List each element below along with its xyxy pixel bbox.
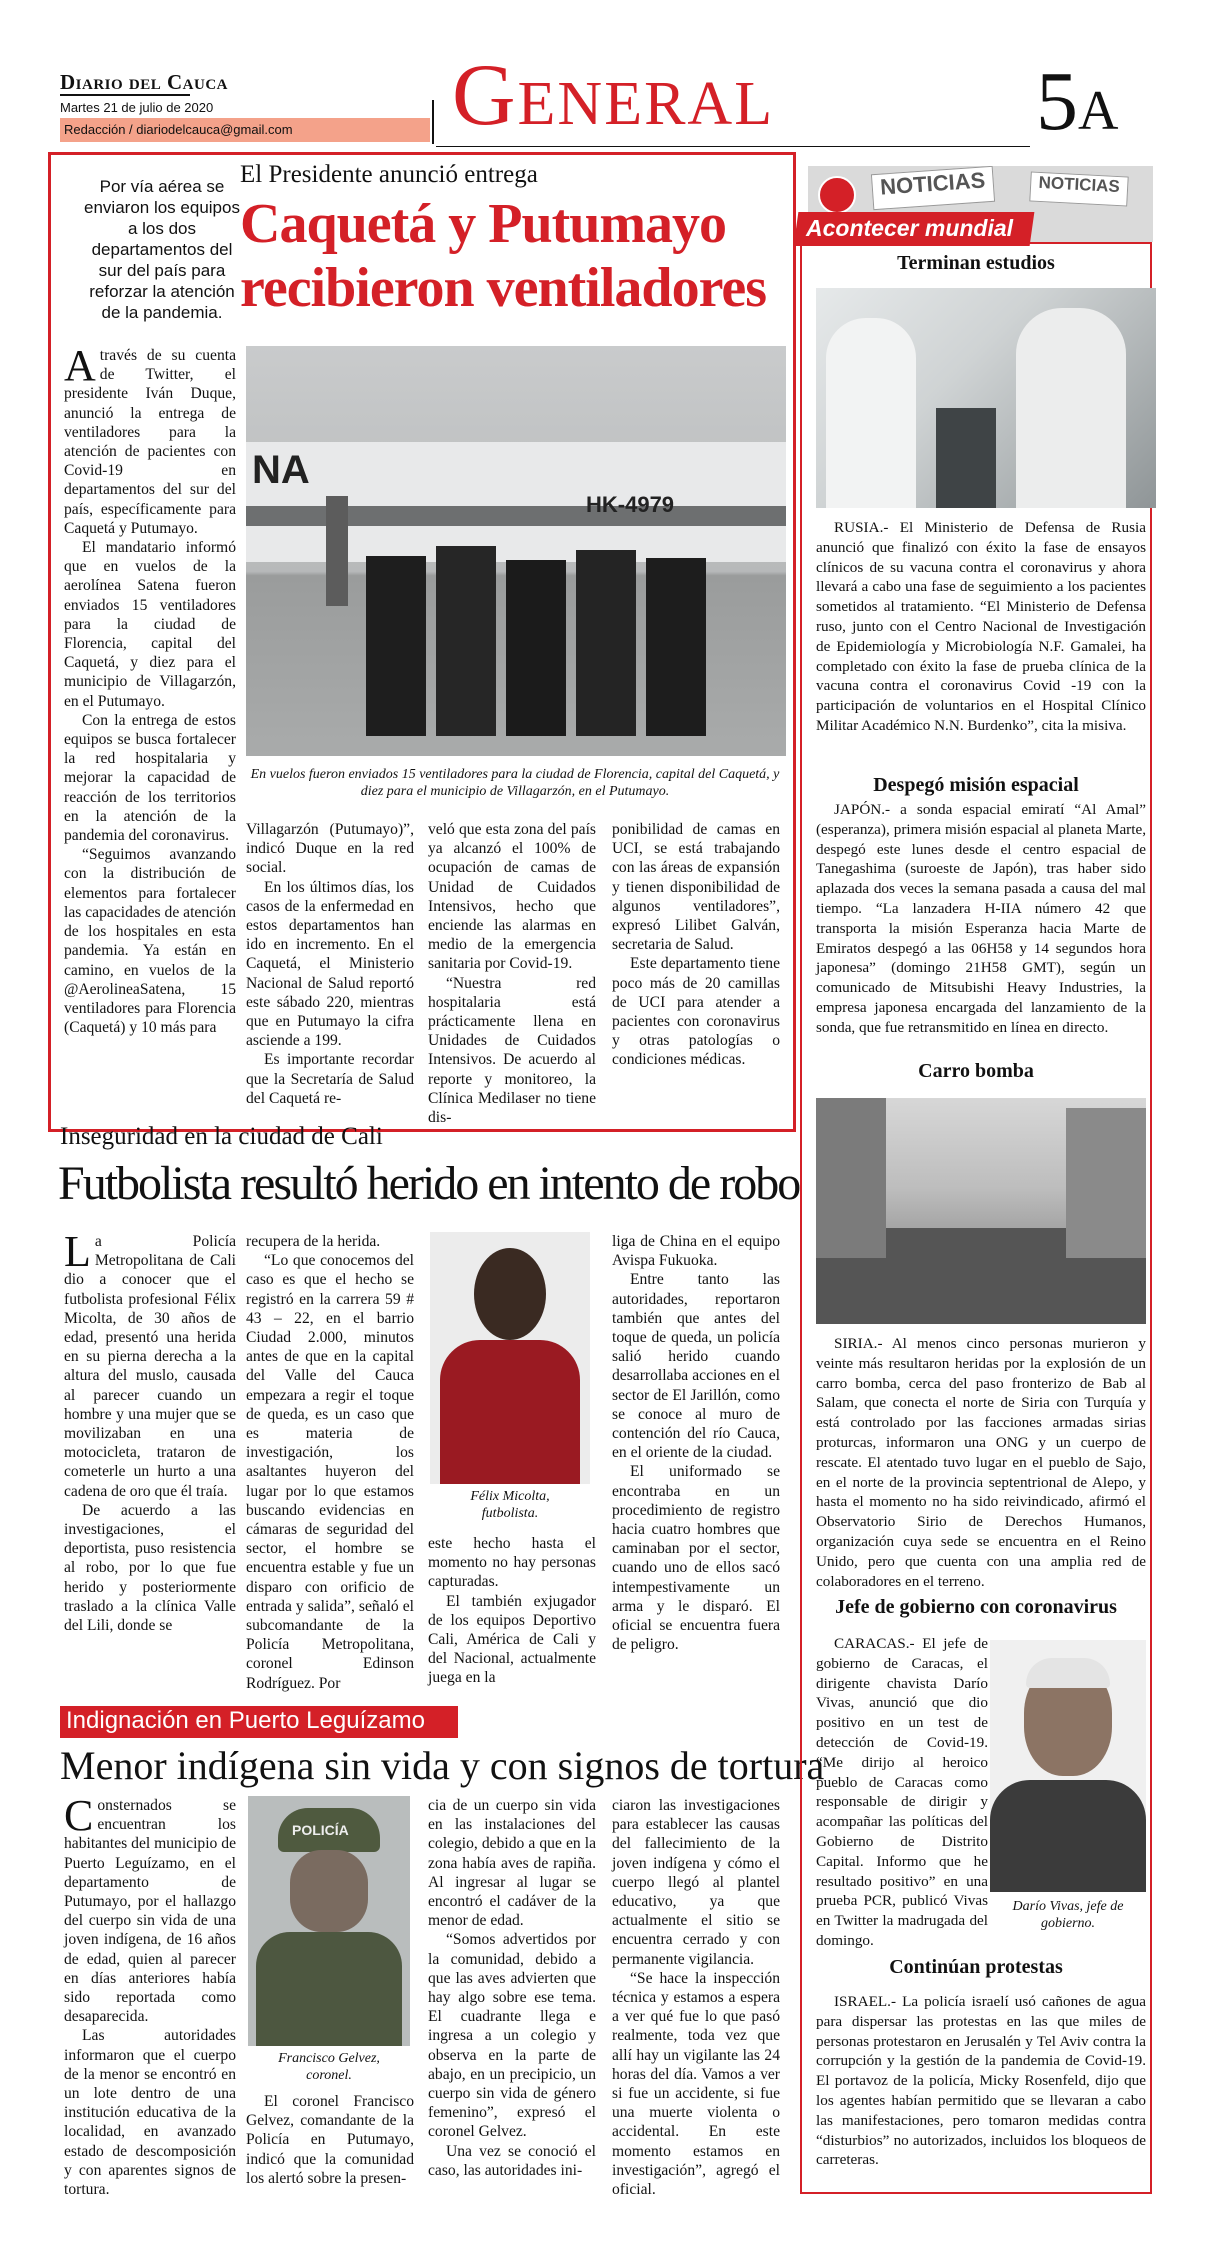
news-badge-text: NOTICIAS — [879, 167, 986, 200]
cali-col1-p1: a Policía Metropolitana de Cali dio a conocer que el futbolista profesional Félix Micolta, de 30 años de edad, presentó una herida en su pierna derecha a la altura del muslo, causada al parecer cuando un hombre y una mujer que se movilizaban en una motocicleta, trataron de cometerle un hurto a una cadena de oro que él traía. — [64, 1233, 236, 1500]
leguizamo-col-2 — [246, 2092, 414, 2188]
cali-col3-p1: este hecho hasta el momento no hay personas capturadas. — [428, 1535, 596, 1591]
drop-cap: L — [64, 1227, 91, 1276]
lead-col1-p3: Con la entrega de estos equipos se busca fortalecer la red hospitalaria y mejorar la capacidad de reacción de los territorios en la atención de la pandemia del coronavirus. — [64, 711, 236, 845]
cali-col2-p2: “Lo que conocemos del caso es que el hecho se registró en la carrera 59 # 43 – 22, en el barrio Ciudad 2.000, minutos antes de que en la capital del Valle del Cauca empezara a regir el toque de queda, es un caso que es materia de investigación, los asaltantes huyeron del lugar por lo que estamos buscando evidencias en cámaras de seguridad del sector, el hombre se encuentra estable y fue un disparo con orificio de entrada y salida”, señaló el subcomandante de la Policía Metropolitana, coronel Edinson Rodríguez. Por — [246, 1252, 414, 1692]
leguizamo-photo — [248, 1796, 410, 2046]
officer-face — [290, 1850, 368, 1932]
lead-headline: Caquetá y Putumayo recibieron ventiladores — [240, 193, 767, 319]
box — [576, 550, 636, 736]
ventilator-boxes — [366, 546, 726, 746]
news-badge — [871, 166, 995, 210]
lead-col-3 — [428, 820, 596, 1127]
world-caption-4: Darío Vivas, jefe de gobierno. — [1012, 1899, 1124, 1931]
masthead — [0, 0, 1212, 152]
leguizamo-headline: Menor indígena sin vida y con signos de tortura — [60, 1743, 825, 1788]
sidebar-title: Acontecer mundial — [806, 215, 1014, 241]
world-title-1: Terminan estudios — [897, 252, 1055, 274]
scientist-1 — [826, 318, 916, 508]
leg-col3-p1: cia de un cuerpo sin vida en las instalaciones del colegio, debido a que en la zona había aves de rapiña. Al ingresar al lugar se encontró el cadáver de la menor de edad. — [428, 1797, 596, 1930]
player-jersey — [440, 1340, 580, 1484]
cali-headline: Futbolista resultó herido en intento de robo — [58, 1157, 800, 1210]
leguizamo-caption: Francisco Gelvez, coronel. — [278, 2051, 380, 2083]
leguizamo-col-3 — [428, 1796, 596, 2180]
world-title-5: Continúan protestas — [889, 1956, 1063, 1978]
box — [646, 558, 706, 736]
cali-col4-p1: liga de China en el equipo Avispa Fukuoka. — [612, 1233, 780, 1270]
cali-col4-p3: El uniformado se encontraba en un procedimiento de registro hacia cuatro hombres que caminaban por el sector, cuando uno de ellos sacó intempestivamente un arma y le disparó. El oficial se encuentra fuera de peligro. — [612, 1463, 780, 1654]
lead-col1-p1: través de su cuenta de Twitter, el presidente Iván Duque, anunció la entrega de ventiladores para la atención de pacientes con Covid-19 en departamentos del sur del país, específicamente para Caquetá y Putumayo. — [64, 347, 236, 537]
officer-uniform — [256, 1932, 402, 2046]
lead-col4-p1: ponibilidad de camas en UCI, se está trabajando con las áreas de expansión y tienen disponibilidad de algunos ventiladores”, expresó Lilibet Galván, secretaria de Salud. — [612, 821, 780, 954]
world-text-3 — [816, 1334, 1146, 1591]
contact-email: Redacción / diariodelcauca@gmail.com — [64, 122, 293, 137]
cali-col-1 — [64, 1227, 236, 1635]
lead-col-1 — [64, 341, 236, 1037]
cali-col-2 — [246, 1232, 414, 1693]
lead-col2-p1: Villagarzón (Putumayo)”, indicó Duque en la red social. — [246, 821, 414, 877]
cali-caption: Félix Micolta, futbolista. — [470, 1489, 550, 1521]
leg-col4-p2: “Se hace la inspección técnica y estamos a espera a ver qué fue lo que pasó realmente, toda vez que allí hay un vigilante las 24 horas del día. Vamos a ver si fue un accidente, si fue una muerte violenta o accidental. En este momento estamos en investigación”, agregó el oficial. — [612, 1969, 780, 2199]
leg-col3-p2: “Somos advertidos por la comunidad, debido a que las aves advierten que hay algo sobre ese tema. El cuadrante llega e ingresa a un colegio y observa en la parte de abajo, en un precipicio, un cuerpo sin vida de género femenino”, expresó el coronel Gelvez. — [428, 1931, 596, 2141]
cali-col-4 — [612, 1232, 780, 1654]
cali-photo — [430, 1232, 590, 1484]
leguizamo-col-1 — [64, 1791, 236, 2199]
world-title-4: Jefe de gobierno con coronavirus — [835, 1596, 1117, 1618]
world-text-4-body: CARACAS.- El jefe de gobierno de Caracas, el dirigente chavista Darío Vivas, anunció que dio positivo en un test de detección de Covid-19. “Me dirijo al heroico pueblo de Caracas como responsable de dirigir y acompañar las políticas del Gobierno de Distrito Capital. Informo que he resultado positivo” en una prueba PCR, publicó Vivas en Twitter la madrugada del domingo. — [816, 1635, 988, 1949]
building-ruin — [816, 1098, 886, 1258]
microscope — [936, 408, 996, 508]
lead-caption: En vuelos fueron enviados 15 ventiladores para la ciudad de Florencia, capital del Caquetá, y diez para el municipio de Villagarzón, en el Putumayo. — [250, 767, 780, 799]
world-text-5-body: ISRAEL.- La policía israelí usó cañones de agua para dispersar las protestas en las que miles de personas protestaron en Jerusalén y Tel Aviv contra la corrupción y la gestión de la pandemia de Covid-19. El portavoz de la policía, Micky Rosenfeld, dijo que los agentes habían permitido que se llevaran a cabo las manifestaciones, pero tomaron medidas contra “disturbios” no autorizados, incluidos los bloqueos de carreteras. — [816, 1993, 1146, 2169]
paper-name: Diario del Cauca — [60, 70, 229, 94]
drop-cap: A — [64, 341, 96, 390]
world-photo-4 — [990, 1640, 1146, 1892]
masthead-divider — [432, 100, 434, 144]
drop-cap: C — [64, 1791, 94, 1840]
world-text-5 — [816, 1992, 1146, 2170]
leg-col3-p3: Una vez se conoció el caso, las autoridades ini- — [428, 2142, 596, 2179]
lead-col2-p2: En los últimos días, los casos de la enfermedad en estos departamentos han ido en incremento. En el Caquetá, el Ministerio Nacional de Salud reportó este sábado 220, mientras que en Putumayo la cifra asciende a 199. — [246, 878, 414, 1050]
player-head — [474, 1248, 546, 1340]
lead-kicker: El Presidente anunció entrega — [240, 161, 538, 188]
cali-kicker: Inseguridad en la ciudad de Cali — [60, 1123, 383, 1150]
lead-col3-p2: “Nuestra red hospitalaria está prácticamente llena en Unidades de Cuidados Intensivos. De acuerdo al reporte y monitoreo, la Clínica Medilaser no tiene dis- — [428, 974, 596, 1127]
leg-col1-p1: onsternados se encuentran los habitantes del municipio de Puerto Leguízamo, en el departamento de Putumayo, por el hallazgo del cuerpo sin vida de una joven indígena, de 16 años de edad, quien al parecer en días anteriores había sido reportada como desaparecida. — [64, 1797, 236, 2026]
section-name: General — [452, 47, 775, 144]
lead-col-2 — [246, 820, 414, 1108]
box — [436, 546, 496, 736]
lead-col3-p1: veló que esta zona del país ya alcanzó el 100% de ocupación de camas de Unidad de Cuidados Intensivos, hecho que enciende las alarmas en medio de la emergencia sanitaria por Covid-19. — [428, 821, 596, 973]
man-hair — [1026, 1658, 1110, 1688]
leguizamo-col-4 — [612, 1796, 780, 2199]
man-suit — [990, 1780, 1146, 1892]
news-badge2-text: NOTICIAS — [1038, 172, 1121, 197]
plane-registration: HK-4979 — [586, 492, 675, 517]
worker — [326, 496, 348, 606]
cali-col2-p1: recupera de la herida. — [246, 1233, 381, 1250]
world-text-2 — [816, 800, 1146, 1038]
world-title-3: Carro bomba — [918, 1060, 1034, 1082]
cali-col-3 — [428, 1534, 596, 1688]
scientist-2 — [1016, 308, 1126, 508]
lead-col4-p2: Este departamento tiene poco más de 20 camillas de UCI para atender a pacientes con coronavirus y otras patologías o condiciones médicas. — [612, 955, 780, 1069]
world-photo-1 — [816, 288, 1156, 508]
cali-col4-p2: Entre tanto las autoridades, reportaron también que antes del toque de queda, un policía salió herido cuando desarrollaba acciones en el sector de El Jarillón, como se conoce al muro de contención del río Cauca, en el oriente de la ciudad. — [612, 1271, 780, 1462]
world-text-4 — [816, 1634, 988, 1951]
building-ruin-2 — [1066, 1108, 1146, 1258]
lead-col2-p3: Es importante recordar que la Secretaría de Salud del Caquetá re- — [246, 1051, 414, 1107]
world-text-2-body: JAPÓN.- a sonda espacial emiratí “Al Amal” (esperanza), primera misión espacial al planeta Marte, despegó este lunes desde el centro espacial de Tanegashima (suroeste de Japón), tras haber sido aplazada dos veces la semana pasada a causa del mal tiempo. “La lanzadera H-IIA número 42 que transporta la misión Esperanza hacia Marte de Emiratos despegó a las 06H58 y 14 segundos hora japonesa” (domingo 21H58 GMT), según un comunicado de Mitsubishi Heavy Industries, la empresa japonesa encargada del lanzamiento de la sonda, que fue retransmitido en línea en directo. — [816, 801, 1146, 1036]
plane-letters: NA — [252, 448, 310, 492]
paper-underline — [60, 94, 190, 96]
cap-text: POLICÍA — [292, 1822, 349, 1838]
leguizamo-kicker-bar — [60, 1706, 458, 1738]
world-text-1 — [816, 518, 1146, 736]
world-title-2: Despegó misión espacial — [873, 774, 1079, 796]
lead-summary: Por vía aérea se enviaron los equipos a los dos departamentos del sur del país para reforzar la atención de la pandemia. — [84, 177, 240, 322]
world-text-1-body: RUSIA.- El Ministerio de Defensa de Rusia anunció que finalizó con éxito la fase de ensayos clínicos de su vacuna contra el coronavirus y ahora llevará a cabo una fase de seguimiento a los pacientes sometidos al tratamiento. “El Ministerio de Defensa ruso, junto con el Centro Nacional de Investigación de Epidemiología y Microbiología N.F. Gamalei, ha completado con éxito la fase de prueba clínica de la vacuna contra el coronavirus Covid -19 con la participación de voluntarios en el Hospital Clínico Militar Académico N.N. Burdenko”, cita la misiva. — [816, 519, 1146, 734]
masthead-rule — [436, 146, 1030, 147]
lead-col1-p2: El mandatario informó que en vuelos de la aerolínea Satena fueron enviados 15 ventiladores para la ciudad de Florencia, capital del Caquetá, y diez para el municipio de Villagarzón, en el Putumayo. — [64, 539, 236, 710]
box — [366, 556, 426, 736]
leg-col1-p2: Las autoridades informaron que el cuerpo de la menor se encontró en un lote dentro de una institución educativa de la localidad, en avanzado estado de descomposición y con aparentes signos de tortura. — [64, 2027, 236, 2199]
news-badge-2 — [1029, 171, 1128, 206]
issue-date: Martes 21 de julio de 2020 — [60, 100, 214, 115]
page-letter: A — [1078, 80, 1119, 142]
leg-col4-p1: ciaron las investigaciones para establecer las causas del fallecimiento de la joven indígena y cómo el cuerpo llegó al plantel educativo, ya que actualmente el sitio se encuentra cerrado y con permanente vigilancia. — [612, 1797, 780, 1968]
lead-col1-p4: “Seguimos avanzando con la distribución de elementos para fortalecer las capacidades de atención de los hospitales en esta pandemia. Ya están en camino, en vuelos de la @AerolineaSatena, 15 ventiladores para Florencia (Caquetá) y 10 más para — [64, 846, 236, 1037]
page-digit: 5 — [1036, 55, 1078, 148]
officer-cap — [278, 1808, 380, 1852]
lead-col-4 — [612, 820, 780, 1070]
world-photo-3 — [816, 1098, 1146, 1324]
lead-photo — [246, 346, 786, 756]
globe-icon — [818, 176, 856, 214]
page-number — [1036, 55, 1119, 153]
contact-bar — [60, 118, 430, 142]
box — [506, 560, 566, 736]
leg-col2-p1: El coronel Francisco Gelvez, comandante de la Policía en Putumayo, indicó que la comunidad los alertó sobre la presen- — [246, 2093, 414, 2187]
cali-col3-p2: El también exjugador de los equipos Deportivo Cali, América de Cali y del Nacional, actualmente juega en la — [428, 1592, 596, 1687]
cali-col1-p2: De acuerdo a las investigaciones, el deportista, puso resistencia al robo, por lo que fue herido y posteriormente traslado a la clínica Valle del Lili, donde se — [64, 1501, 236, 1635]
world-text-3-body: SIRIA.- Al menos cinco personas murieron y veinte más resultaron heridas por la explosión de un carro bomba, cerca del paso fronterizo de Bab al Salam, que conecta el norte de Siria con Turquía y está controlado por las facciones armadas sirias proturcas, informaron una ONG y un cuerpo de rescate. El atentado tuvo lugar en el pueblo de Sajo, en el norte de la provincia septentrional de Alepo, y hasta el momento no ha sido reivindicado, afirmó el Observatorio Sirio de Derechos Humanos, organización cuya sede se encuentra en el Reino Unido, pero que cuenta con una amplia red de colaboradores en el terreno. — [816, 1335, 1146, 1590]
leguizamo-kicker: Indignación en Puerto Leguízamo — [66, 1707, 425, 1734]
